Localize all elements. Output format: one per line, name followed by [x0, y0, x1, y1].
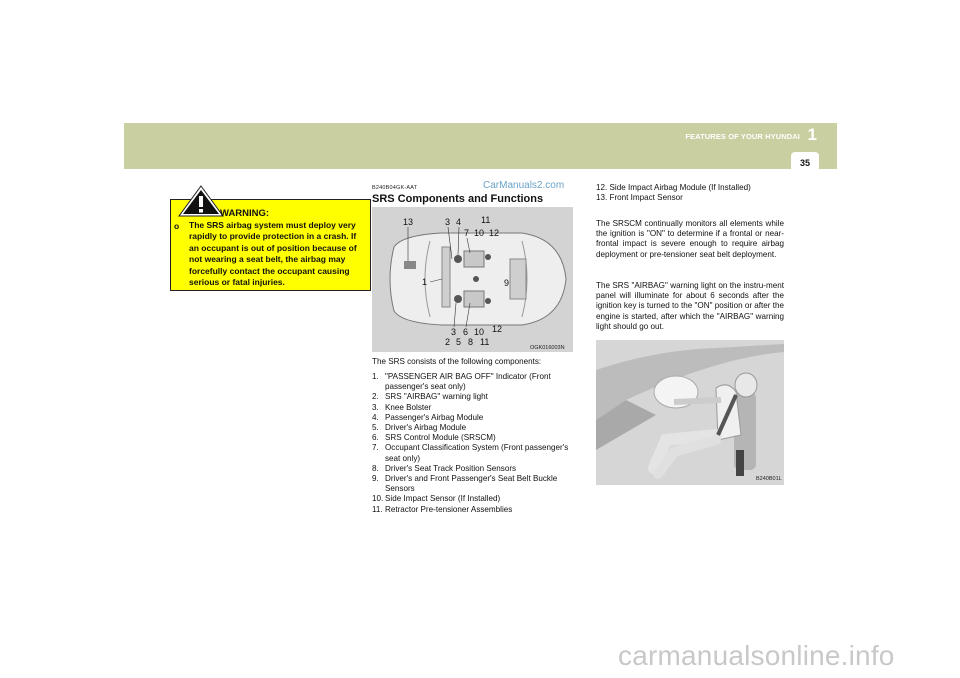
- diagram-label-11b: 11: [480, 337, 490, 347]
- list-item-number: 11.: [372, 504, 383, 514]
- diagram-label-5: 5: [456, 337, 462, 347]
- warning-bullet: o: [174, 221, 180, 231]
- list-item-text: Driver's Seat Track Position Sensors: [385, 463, 517, 473]
- list-item-number: 4.: [372, 412, 379, 422]
- list-item-number: 5.: [372, 423, 379, 433]
- diagram-label-4: 4: [456, 217, 462, 227]
- list-item-text: Knee Bolster: [385, 402, 432, 412]
- list-item-number: 6.: [372, 433, 379, 443]
- list-item: [372, 413, 577, 423]
- list-item-number: 10.: [372, 494, 384, 504]
- diagram-label-10b: 10: [474, 327, 485, 337]
- list-item-text: "PASSENGER AIR BAG OFF" Indicator (Front passenger's seat only): [385, 372, 551, 392]
- section-heading: SRS Components and Functions: [372, 193, 544, 205]
- components-list: [372, 372, 577, 515]
- diagram-label-11: 11: [481, 215, 491, 225]
- chapter-title: FEATURES OF YOUR HYUNDAI: [685, 132, 800, 141]
- footer-watermark[interactable]: carmanualsonline.info: [618, 640, 895, 671]
- srscm-paragraph: The SRSCM continually monitors all elements while the ignition is "ON" to determine if a frontal or near-frontal impact is severe enough to require airbag deployment or pre-tensioner seat belt deployment.: [596, 219, 784, 259]
- header-band: [124, 123, 837, 169]
- diagram-label-10: 10: [474, 228, 485, 238]
- list-item: [372, 423, 577, 433]
- list-item-text: Retractor Pre-tensioner Assemblies: [385, 504, 513, 514]
- list-item: [372, 392, 577, 402]
- list-item-number: 3.: [372, 402, 379, 412]
- airbag-deployment-illustration: [596, 340, 784, 485]
- watermark-link[interactable]: CarManuals2.com: [483, 180, 565, 191]
- list-item-number: 2.: [372, 392, 379, 402]
- warning-light-paragraph: The SRS "AIRBAG" warning light on the instru-ment panel will illuminate for about 6 seconds after the ignition key is turned to the "ON" position or after the engine is started, after which the "AIRBAG" warning light should go out.: [596, 281, 784, 331]
- components-intro: The SRS consists of the following components:: [372, 357, 542, 366]
- warning-text: The SRS airbag system must deploy very rapidly to provide protection in a crash. If an occupant is out of position because of not wearing a seat belt, the airbag may forcefully contact the occupant causing serious or fatal injuries.: [189, 220, 357, 288]
- diagram-label-12b: 12: [492, 324, 503, 334]
- diagram-label-13: 13: [403, 217, 414, 227]
- list-item-text: Driver's and Front Passenger's Seat Belt Buckle Sensors: [385, 474, 558, 494]
- diagram-code: OGK016003N: [530, 345, 565, 351]
- list-item-text: SRS "AIRBAG" warning light: [385, 392, 488, 402]
- list-item-text: Driver's Airbag Module: [385, 423, 467, 433]
- photo-code: B240B01L: [756, 476, 782, 482]
- diagram-label-2: 2: [445, 337, 451, 347]
- diagram-label-3: 3: [445, 217, 451, 227]
- diagram-label-3b: 3: [451, 327, 457, 337]
- list-item-text: Occupant Classification System (Front passenger's seat only): [385, 443, 569, 463]
- diagram-label-12: 12: [489, 228, 500, 238]
- diagram-label-1: 1: [422, 277, 428, 287]
- list-item: [372, 433, 577, 443]
- diagram-label-8: 8: [468, 337, 474, 347]
- warning-triangle-icon: [178, 185, 224, 217]
- list-item: [372, 464, 577, 474]
- warning-title: WARNING:: [220, 208, 270, 219]
- list-item: [372, 474, 577, 494]
- list-item: [372, 494, 577, 504]
- chapter-number: 1: [807, 125, 817, 144]
- diagram-label-7: 7: [464, 228, 470, 238]
- list-item: [372, 443, 577, 463]
- diagram-label-6: 6: [463, 327, 469, 337]
- list-item-number: 8.: [372, 463, 379, 473]
- list-item-text: Side Impact Sensor (If Installed): [385, 494, 501, 504]
- list-item: [372, 505, 577, 515]
- list-item-text: SRS Control Module (SRSCM): [385, 433, 496, 443]
- srs-components-diagram: [372, 207, 573, 352]
- page-number: 35: [791, 152, 819, 172]
- list-item: [372, 372, 577, 392]
- list-item-number: 1.: [372, 372, 379, 381]
- car-topview-illustration: [372, 207, 573, 352]
- occupant-airbag-figure: [596, 340, 784, 485]
- list-item-number: 9.: [372, 474, 379, 484]
- list-item-13: 13. Front Impact Sensor: [596, 193, 683, 202]
- list-item: [372, 403, 577, 413]
- section-code: B240B04GK-AAT: [372, 185, 418, 191]
- list-item-text: Passenger's Airbag Module: [385, 412, 484, 422]
- list-item-12: 12. Side Impact Airbag Module (If Installed): [596, 183, 751, 192]
- list-item-number: 7.: [372, 443, 379, 453]
- diagram-label-9: 9: [504, 278, 510, 288]
